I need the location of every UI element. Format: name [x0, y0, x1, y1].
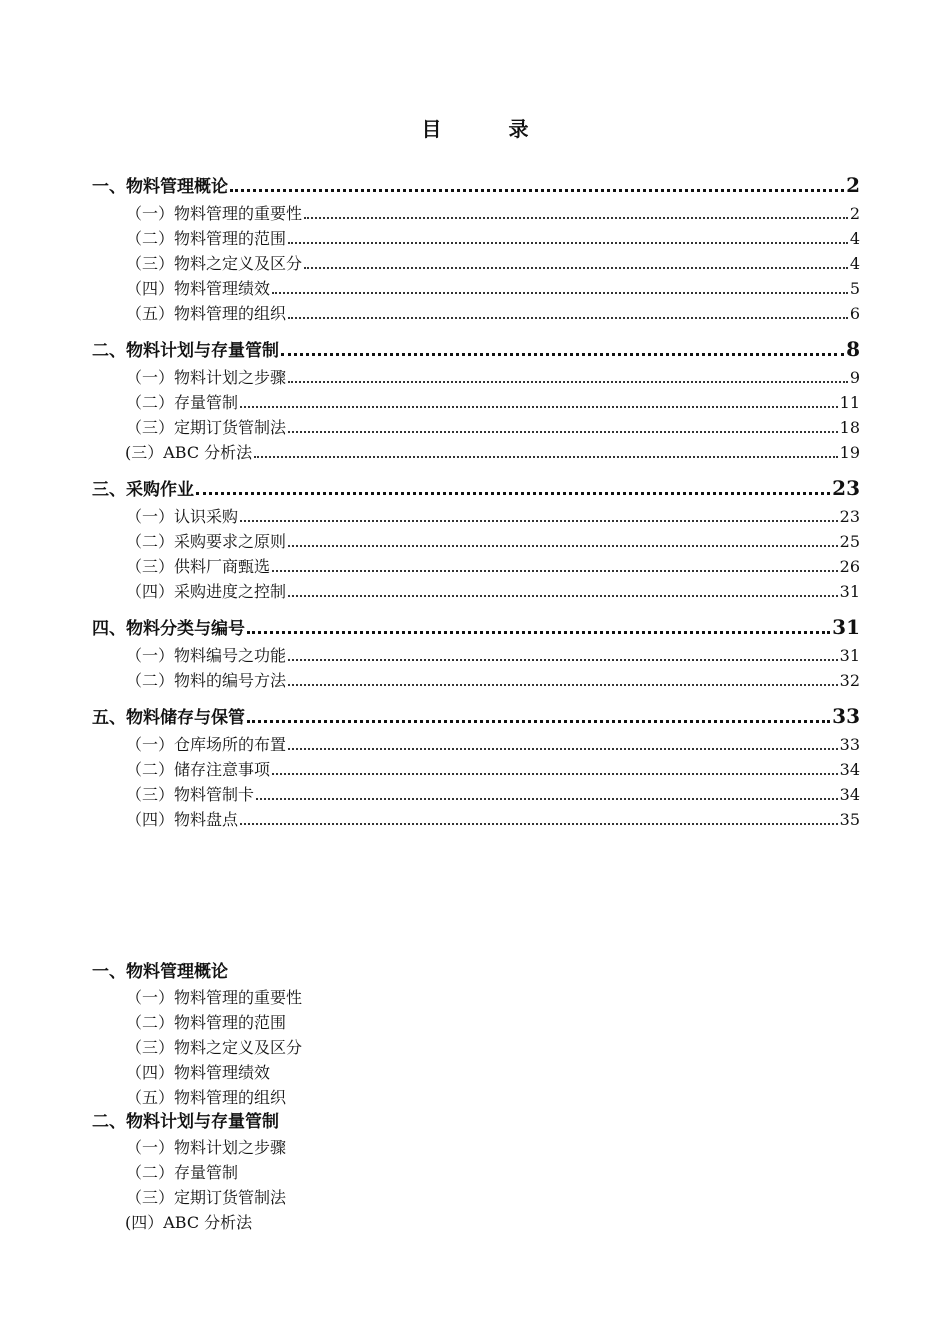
toc-section-page: 5 — [849, 279, 860, 298]
toc-section-label: （三）物料管制卡 — [126, 785, 255, 804]
toc-section-page: 33 — [839, 735, 860, 754]
outline-heading: 一、物料管理概论 — [92, 962, 228, 982]
toc-section-label: （二）采购要求之原则 — [126, 532, 287, 551]
toc-section-label: （四）采购进度之控制 — [126, 582, 287, 601]
toc-section-page: 4 — [849, 229, 860, 248]
toc-section[interactable] — [92, 301, 860, 326]
toc-section-page: 2 — [849, 204, 860, 223]
toc-section[interactable] — [92, 529, 860, 554]
toc-section[interactable] — [92, 276, 860, 301]
toc-section[interactable] — [92, 579, 860, 604]
toc-section-label: （四）物料盘点 — [126, 810, 239, 829]
dot-leader — [196, 492, 830, 495]
toc-section-label: （一）认识采购 — [126, 507, 239, 526]
toc-section[interactable] — [92, 390, 860, 415]
toc-chapter-label: 二、物料计划与存量管制 — [92, 341, 279, 361]
toc-chapter-label: 五、物料储存与保管 — [92, 708, 245, 728]
toc-section[interactable] — [92, 643, 860, 668]
outline-heading: 二、物料计划与存量管制 — [92, 1112, 279, 1132]
toc-section[interactable] — [92, 365, 860, 390]
toc-section-page: 31 — [839, 582, 860, 601]
toc-section-label: （二）存量管制 — [126, 393, 239, 412]
dot-leader — [256, 798, 838, 800]
toc-section-label: (三）ABC 分析法 — [125, 443, 253, 462]
dot-leader — [288, 431, 838, 433]
toc-section-label: （四）物料管理绩效 — [126, 279, 271, 298]
toc-section-label: （三）定期订货管制法 — [126, 418, 287, 437]
toc-chapter-page: 33 — [832, 704, 860, 728]
toc-section-label: （三）物料之定义及区分 — [126, 254, 303, 273]
toc-chapter-page: 23 — [832, 476, 860, 500]
outline-subheading: （五）物料管理的组织 — [126, 1088, 287, 1107]
toc-section[interactable] — [92, 807, 860, 832]
dot-leader — [240, 406, 838, 408]
toc-section-page: 34 — [839, 785, 860, 804]
toc-section-page: 11 — [839, 393, 860, 412]
outline-subheading: （一）物料计划之步骤 — [126, 1138, 287, 1157]
toc-section[interactable] — [92, 440, 860, 465]
toc-section-page: 19 — [839, 443, 860, 462]
toc-section-label: （二）储存注意事项 — [126, 760, 271, 779]
toc-chapter-page: 8 — [846, 337, 860, 361]
toc-section-page: 26 — [839, 557, 860, 576]
dot-leader — [304, 267, 848, 269]
dot-leader — [240, 520, 838, 522]
outline-subheading: （二）存量管制 — [126, 1163, 239, 1182]
toc-chapter[interactable] — [92, 475, 860, 504]
body-outline — [92, 960, 852, 1235]
toc-section[interactable] — [92, 668, 860, 693]
outline-subheading: (四）ABC 分析法 — [125, 1213, 253, 1232]
toc-section-page: 32 — [839, 671, 860, 690]
toc-chapter[interactable] — [92, 614, 860, 643]
toc-section-page: 23 — [839, 507, 860, 526]
toc-section[interactable] — [92, 782, 860, 807]
dot-leader — [288, 748, 838, 750]
dot-leader — [272, 773, 838, 775]
table-of-contents — [92, 172, 860, 832]
dot-leader — [288, 317, 848, 319]
toc-section-page: 31 — [839, 646, 860, 665]
toc-section[interactable] — [92, 226, 860, 251]
dot-leader — [288, 595, 838, 597]
dot-leader — [304, 217, 848, 219]
toc-section-page: 35 — [839, 810, 860, 829]
toc-section[interactable] — [92, 554, 860, 579]
dot-leader — [230, 189, 844, 192]
dot-leader — [288, 684, 838, 686]
toc-chapter-page: 2 — [846, 173, 860, 197]
toc-chapter-label: 四、物料分类与编号 — [92, 619, 245, 639]
dot-leader — [288, 659, 838, 661]
toc-section[interactable] — [92, 415, 860, 440]
toc-chapter-label: 一、物料管理概论 — [92, 177, 228, 197]
toc-chapter[interactable] — [92, 336, 860, 365]
toc-section-label: （二）物料的编号方法 — [126, 671, 287, 690]
dot-leader — [281, 353, 844, 356]
toc-title: 目 录 — [421, 117, 559, 141]
toc-section[interactable] — [92, 757, 860, 782]
dot-leader — [247, 720, 830, 723]
outline-subheading: （二）物料管理的范围 — [126, 1013, 287, 1032]
dot-leader — [254, 456, 837, 458]
dot-leader — [240, 823, 838, 825]
dot-leader — [288, 242, 848, 244]
outline-subheading: （三）物料之定义及区分 — [126, 1038, 303, 1057]
dot-leader — [288, 381, 848, 383]
toc-section-label: （五）物料管理的组织 — [126, 304, 287, 323]
outline-subheading: （三）定期订货管制法 — [126, 1188, 287, 1207]
toc-chapter[interactable] — [92, 703, 860, 732]
outline-subheading: （一）物料管理的重要性 — [126, 988, 303, 1007]
toc-section-page: 25 — [839, 532, 860, 551]
dot-leader — [272, 570, 838, 572]
dot-leader — [288, 545, 838, 547]
toc-section-page: 34 — [839, 760, 860, 779]
dot-leader — [272, 292, 848, 294]
toc-chapter[interactable] — [92, 172, 860, 201]
dot-leader — [247, 631, 830, 634]
toc-section-page: 18 — [839, 418, 860, 437]
outline-subheading: （四）物料管理绩效 — [126, 1063, 271, 1082]
toc-section-label: （一）物料编号之功能 — [126, 646, 287, 665]
toc-section[interactable] — [92, 201, 860, 226]
toc-section-label: （三）供料厂商甄选 — [126, 557, 271, 576]
toc-section-page: 6 — [849, 304, 860, 323]
toc-section-label: （一）仓库场所的布置 — [126, 735, 287, 754]
toc-section-page: 4 — [849, 254, 860, 273]
toc-section-page: 9 — [849, 368, 860, 387]
toc-chapter-label: 三、采购作业 — [92, 480, 194, 500]
toc-section-label: （一）物料计划之步骤 — [126, 368, 287, 387]
toc-section[interactable] — [92, 504, 860, 529]
toc-section-label: （一）物料管理的重要性 — [126, 204, 303, 223]
toc-chapter-page: 31 — [832, 615, 860, 639]
toc-section-label: （二）物料管理的范围 — [126, 229, 287, 248]
toc-section[interactable] — [92, 251, 860, 276]
toc-section[interactable] — [92, 732, 860, 757]
